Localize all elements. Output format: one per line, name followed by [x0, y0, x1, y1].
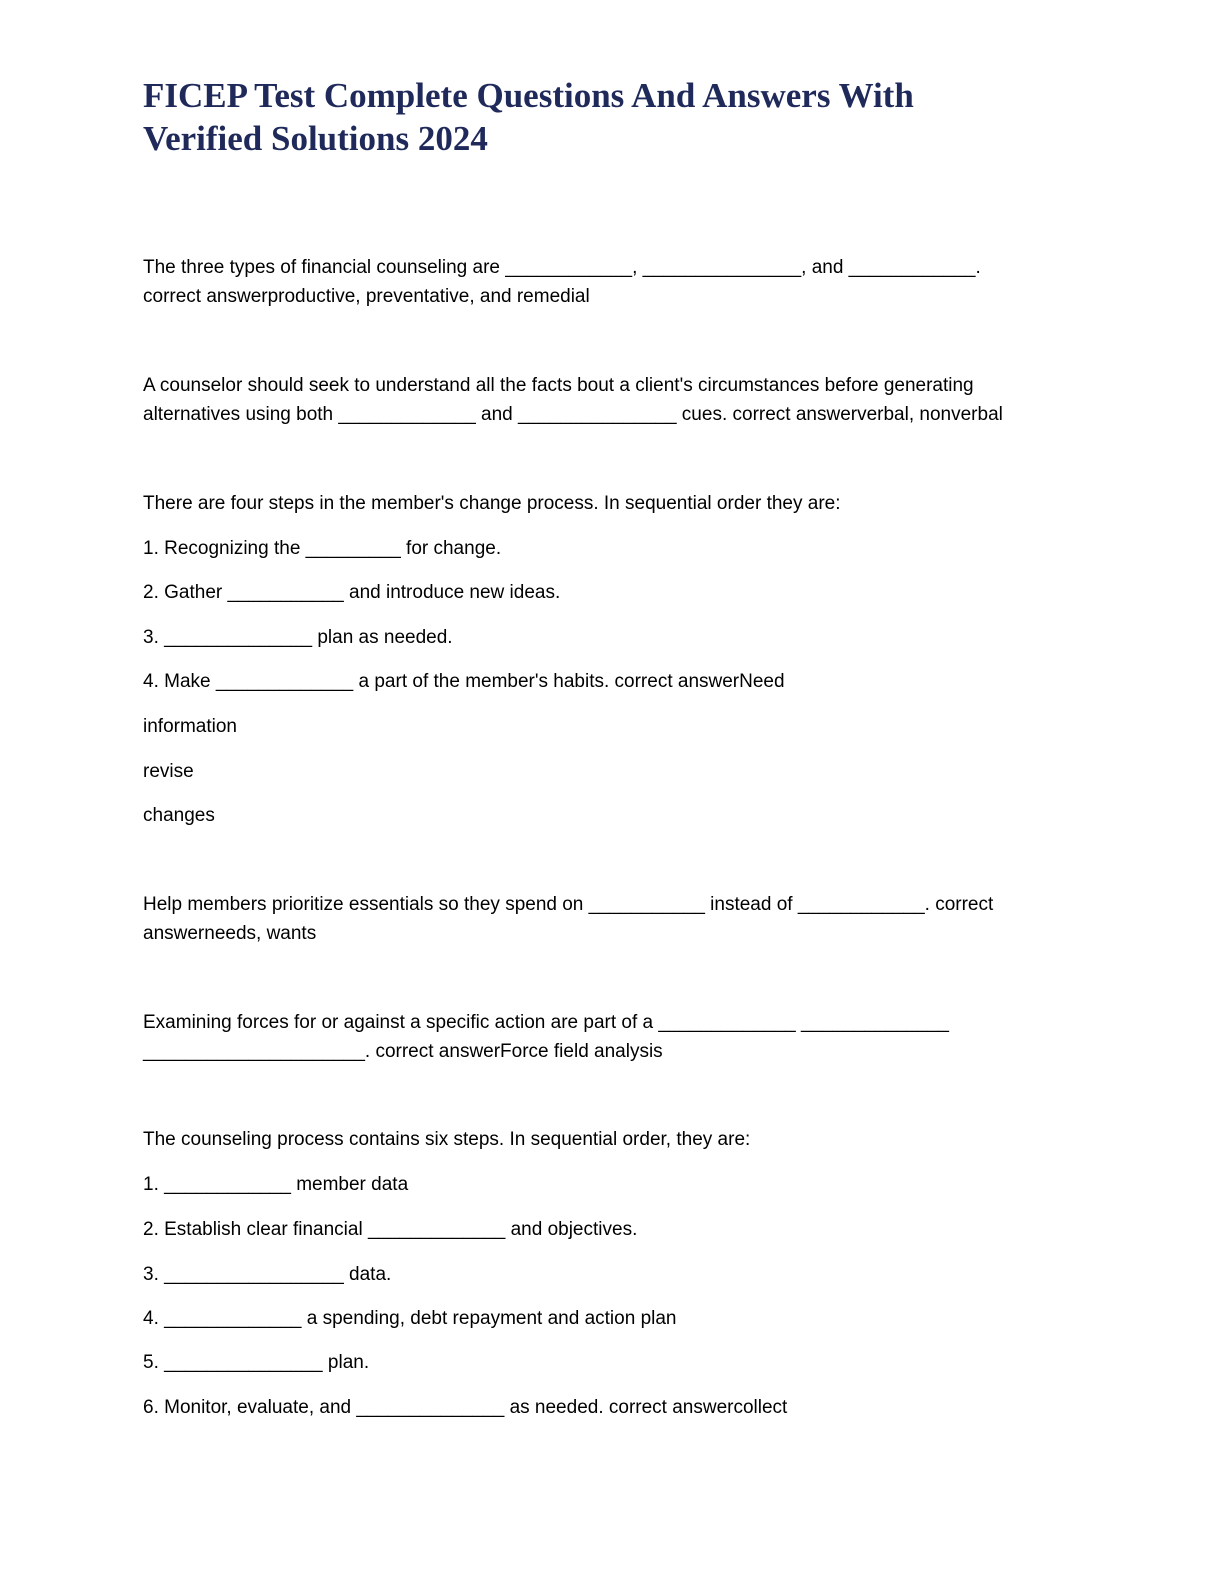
question-3-step-3: 3. ______________ plan as needed.	[143, 627, 453, 648]
question-4-line-1: Help members prioritize essentials so they spend on ___________ instead of ____________. correct	[143, 894, 994, 915]
title-line-2: Verified Solutions 2024	[143, 119, 488, 158]
question-5-line-1: Examining forces for or against a specific action are part of a _____________ ______________	[143, 1012, 949, 1033]
question-3-step-4: 4. Make _____________ a part of the member's habits. correct answerNeed	[143, 671, 785, 692]
question-5-line-2: _____________________. correct answerForce field analysis	[143, 1041, 663, 1062]
question-6-step-4: 4. _____________ a spending, debt repayment and action plan	[143, 1308, 677, 1329]
question-3-intro: There are four steps in the member's change process. In sequential order they are:	[143, 493, 841, 514]
question-2-line-1: A counselor should seek to understand all the facts bout a client's circumstances before generating	[143, 375, 974, 396]
question-3-step-2: 2. Gather ___________ and introduce new ideas.	[143, 582, 561, 603]
question-6-step-1: 1. ____________ member data	[143, 1174, 409, 1195]
question-6-step-5: 5. _______________ plan.	[143, 1352, 370, 1373]
question-3-answer-2: information	[143, 716, 237, 737]
question-3-step-1: 1. Recognizing the _________ for change.	[143, 538, 502, 559]
question-6-step-2: 2. Establish clear financial _____________ and objectives.	[143, 1219, 638, 1240]
question-6-step-6: 6. Monitor, evaluate, and ______________ as needed. correct answercollect	[143, 1397, 788, 1418]
question-3-answer-4: changes	[143, 805, 215, 826]
question-1-answer: correct answerproductive, preventative, and remedial	[143, 286, 590, 307]
question-4-answer: answerneeds, wants	[143, 923, 317, 944]
question-2-line-2: alternatives using both _____________ and _______________ cues. correct answerverbal, nonverbal	[143, 404, 1003, 425]
document-title	[143, 74, 1043, 160]
question-1-line-1: The three types of financial counseling are ____________, _______________, and ____________.	[143, 257, 981, 278]
title-line-1: FICEP Test Complete Questions And Answers With	[143, 76, 914, 115]
question-3-answer-3: revise	[143, 761, 194, 782]
question-6-step-3: 3. _________________ data.	[143, 1264, 392, 1285]
question-6-intro: The counseling process contains six steps. In sequential order, they are:	[143, 1129, 751, 1150]
